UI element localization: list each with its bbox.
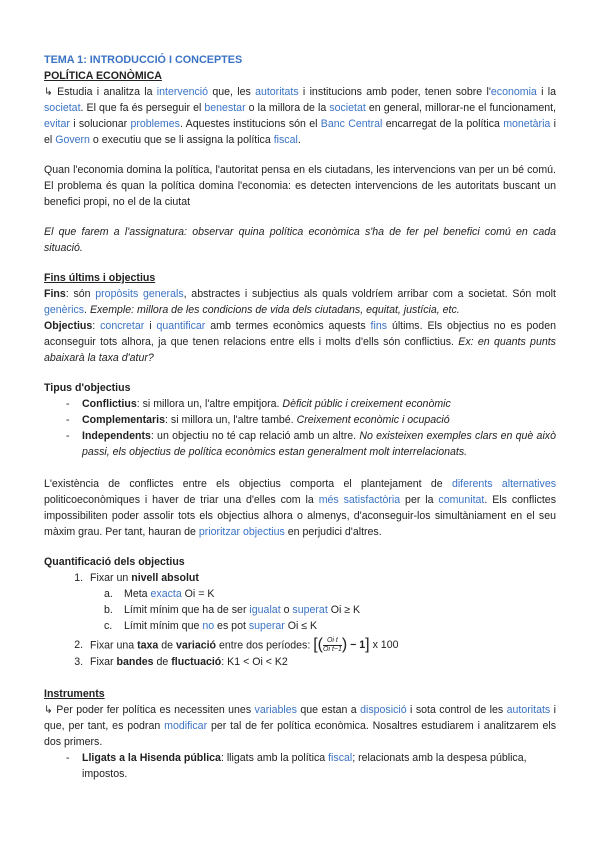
quantificacio-heading: Quantificació dels objectius: [44, 556, 185, 568]
tipus-list: [44, 396, 556, 460]
sublist: [90, 586, 556, 634]
fins-definition: Fins: són propòsits generals, abstractes i subjectius als quals voldríem arribar com a societat. Són molt genèrics. Exemple: millora de les condicions de vida dels ciutadans, equitat, justícia, etc.: [44, 288, 556, 316]
course-goal-paragraph: El que farem a l'assignatura: observar quina política econòmica s'ha de fer pel benefici comú en cada situació.: [44, 226, 556, 254]
conflicts-paragraph: L'existència de conflictes entre els objectius comporta el plantejament de diferents alternatives politicoeconòmiques i haver de triar una d'elles com la més satisfactòria per la comunitat. Els conflictes impossibiliten poder assolir tots els objectius alhora o almenys, d'aconseguir-los simultàniament en el seu màxim grau. Per tant, hauran de prioritzar objectius en perjudici d'altres.: [44, 478, 557, 538]
list-item: 3. Fixar bandes de fluctuació: K1 < Oi < K2: [86, 654, 556, 670]
list-item: - Complementaris: si millora un, l'altre també. Creixement econòmic i ocupació: [66, 412, 556, 428]
fins-heading: Fins últims i objectius: [44, 272, 156, 284]
arrow-icon: ↳: [44, 86, 53, 98]
list-item: 2. Fixar una taxa de variació entre dos períodes: [( $\frac{\text{Oi t}}{\text{Oi t−1}}$ ) − 1] x 100: [86, 637, 556, 654]
rate-formula: [( $\frac{\text{Oi t}}{\text{Oi t−1}}$ ) − 1] x 100: [313, 636, 399, 654]
list-item: c. Límit mínim que no es pot superar Oi ≤ K: [104, 620, 318, 632]
list-item: a. Meta exacta Oi = K: [104, 588, 215, 600]
instruments-paragraph: ↳ Per poder fer política es necessiten unes variables que estan a disposició i sota control de les autoritats i que, per tant, es podran modificar per tal de fer política econòmica. Nosaltres estudiarem i analitzarem els dos primers.: [44, 704, 556, 748]
arrow-icon: ↳: [44, 704, 53, 716]
objectius-definition: Objectius: concretar i quantificar amb termes econòmics aquests fins últims. Els objectius no es poden aconseguir tots alhora, ja que tenen relacions entre ells i molts d'ells són conflictius. Ex: en quants punts abaixarà la taxa d'atur?: [44, 320, 556, 364]
list-item: - Conflictius: si millora un, l'altre empitjora. Dèficit públic i creixement econòmic: [66, 396, 556, 412]
instruments-heading: Instruments: [44, 688, 105, 700]
quantificacio-list: [44, 570, 556, 670]
list-item: b. Límit mínim que ha de ser igualat o superat Oi ≥ K: [104, 604, 361, 616]
document-page: [44, 52, 556, 782]
list-item: 1. Fixar un nivell absolut a. Meta exacta Oi = K b. Límit mínim que ha de ser igualat o superat Oi ≥ K c. Límit mínim que no es pot superar Oi ≤ K: [86, 570, 556, 634]
instruments-list: [44, 750, 556, 782]
document-title: TEMA 1: INTRODUCCIÓ I CONCEPTES: [44, 54, 243, 66]
section-title-politica: POLÍTICA ECONÒMICA: [44, 70, 162, 82]
intro-paragraph: ↳ Estudia i analitza la intervenció que, les autoritats i institucions amb poder, tenen sobre l'economia i la societat. El que fa és perseguir el benestar o la millora de la societat en general, millorar-ne el funcionament, evitar i solucionar problemes. Aquestes institucions són el Banc Central encarregat de la política monetària i el Govern o executiu que se li assigna la política fiscal.: [44, 86, 556, 146]
economy-politics-paragraph: Quan l'economia domina la política, l'autoritat pensa en els ciutadans, les intervencions van per un bé comú. El problema és quan la política domina l'economia: es detecten intervencions de les autoritats buscant un benefici propi, no el de la ciutat: [44, 164, 556, 208]
list-item: - Independents: un objectiu no té cap relació amb un altre. No existeixen exemples clars en què això passi, els objectius de política econòmics estan generalment molt interrelacionats.: [66, 428, 556, 460]
list-item: - Lligats a la Hisenda pública: lligats amb la política fiscal; relacionats amb la despesa pública, impostos.: [66, 750, 556, 782]
tipus-heading: Tipus d'objectius: [44, 382, 131, 394]
